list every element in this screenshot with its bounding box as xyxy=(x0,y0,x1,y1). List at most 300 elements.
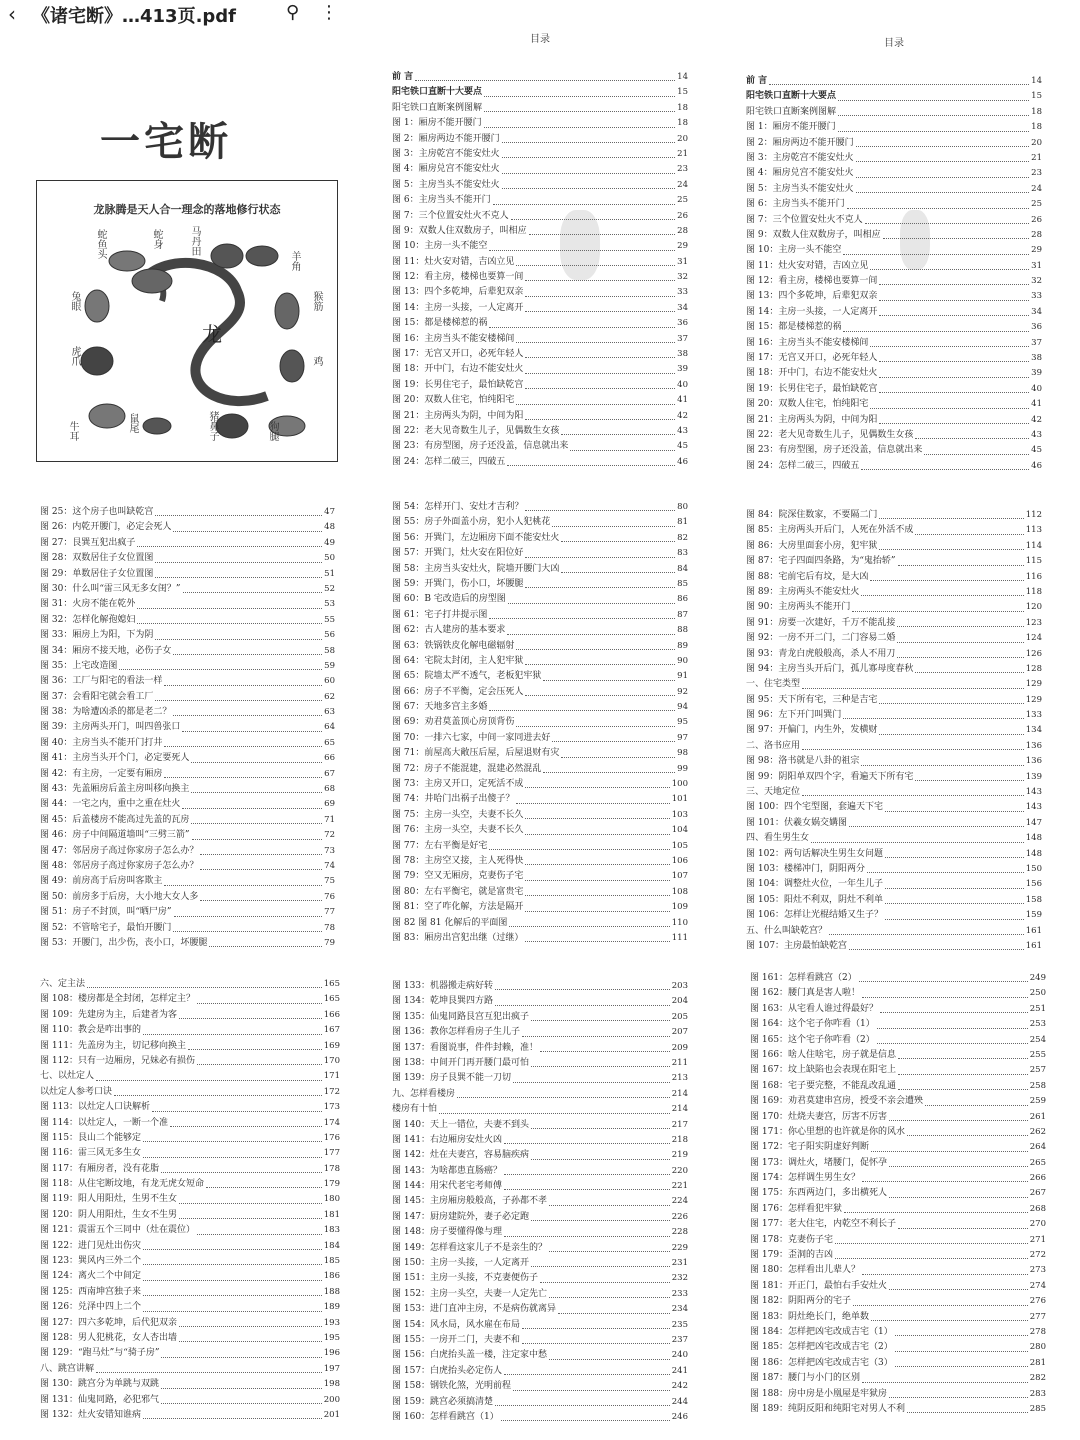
toc-entry[interactable] xyxy=(40,936,335,951)
toc-entry[interactable] xyxy=(750,1233,1046,1248)
toc-entry[interactable] xyxy=(40,597,335,612)
dot-leader xyxy=(561,541,675,542)
toc-entry[interactable] xyxy=(392,378,688,393)
toc-entry-label: 图 113：以灶定人口诀解析 xyxy=(40,1102,151,1113)
toc-entry[interactable] xyxy=(40,782,335,797)
toc-entry[interactable] xyxy=(392,285,688,300)
cover-title: 一宅断 xyxy=(100,118,232,165)
toc-entry[interactable] xyxy=(40,720,335,735)
dot-leader xyxy=(502,142,676,143)
toc-entry[interactable] xyxy=(750,1294,1046,1309)
toc-entry[interactable] xyxy=(392,931,688,946)
toc-entry[interactable] xyxy=(40,1177,340,1192)
toc-entry[interactable] xyxy=(750,1048,1046,1063)
toc-entry-label: 图 133：机器搬走病好转 xyxy=(392,980,494,991)
toc-entry-label: 图 131：仙鬼同路，必犯邪气 xyxy=(40,1394,160,1405)
dot-leader xyxy=(907,1412,1028,1413)
toc-entry[interactable] xyxy=(392,669,688,684)
toc-entry[interactable] xyxy=(746,570,1042,585)
toc-entry[interactable] xyxy=(392,393,688,408)
toc-entry[interactable] xyxy=(40,797,335,812)
toc-entry[interactable] xyxy=(750,1263,1046,1278)
toc-entry-page: 97 xyxy=(677,732,688,743)
toc-entry[interactable] xyxy=(40,977,340,992)
toc-entry-page: 264 xyxy=(1029,1142,1046,1153)
toc-entry[interactable] xyxy=(746,382,1042,397)
toc-entry-page: 185 xyxy=(323,1256,340,1267)
toc-entry[interactable] xyxy=(392,1364,688,1379)
toc-entry[interactable] xyxy=(746,197,1042,212)
toc-entry[interactable] xyxy=(392,1164,688,1179)
toc-entry[interactable] xyxy=(746,893,1042,908)
toc-entry[interactable] xyxy=(40,505,335,520)
toc-entry[interactable] xyxy=(40,1223,340,1238)
dot-leader xyxy=(525,864,669,865)
dot-leader xyxy=(561,434,675,435)
toc-entry[interactable] xyxy=(746,554,1042,569)
toc-entry[interactable] xyxy=(750,1310,1046,1325)
toc-entry[interactable] xyxy=(392,301,688,316)
toc-entry[interactable] xyxy=(746,459,1042,470)
toc-entry[interactable] xyxy=(40,1116,340,1131)
toc-entry[interactable] xyxy=(392,193,688,208)
toc-entry[interactable] xyxy=(750,1017,1046,1032)
toc-entry[interactable] xyxy=(750,1356,1046,1371)
toc-entry-label: 图 3：主房乾宫不能安灶火 xyxy=(392,148,500,159)
toc-entry-page: 45 xyxy=(677,441,688,452)
toc-entry[interactable] xyxy=(746,89,1042,104)
toc-entry[interactable] xyxy=(392,885,688,900)
toc-entry[interactable] xyxy=(750,1217,1046,1232)
dot-leader xyxy=(877,1028,1028,1029)
toc-entry[interactable] xyxy=(40,859,335,874)
toc-entry[interactable] xyxy=(392,639,688,654)
dot-leader xyxy=(870,408,1029,409)
toc-entry-page: 23 xyxy=(677,164,688,175)
zodiac-label: 兔眼 xyxy=(69,291,80,311)
dot-leader xyxy=(191,792,322,793)
toc-entry[interactable] xyxy=(40,1208,340,1223)
toc-entry-label: 图 115：艮山二个能够定 xyxy=(40,1132,142,1143)
toc-entry[interactable] xyxy=(392,1133,688,1148)
toc-entry[interactable] xyxy=(392,239,688,254)
toc-entry-page: 43 xyxy=(677,425,688,436)
toc-entry[interactable] xyxy=(40,1008,340,1023)
toc-entry[interactable] xyxy=(392,515,688,530)
toc-entry-page: 188 xyxy=(323,1286,340,1297)
toc-entry[interactable] xyxy=(746,151,1042,166)
toc-entry[interactable] xyxy=(750,1248,1046,1263)
toc-entry-page: 36 xyxy=(677,318,688,329)
toc-entry[interactable] xyxy=(392,1333,688,1348)
toc-entry[interactable] xyxy=(40,1239,340,1254)
dot-leader xyxy=(862,997,1028,998)
toc-entry-label: 图 145：主房厢房般般高，子孙都不孝 xyxy=(392,1196,548,1207)
toc-entry[interactable] xyxy=(750,1063,1046,1078)
toc-entry[interactable] xyxy=(392,347,688,362)
toc-entry[interactable] xyxy=(392,700,688,715)
toc-entry[interactable] xyxy=(392,1379,688,1394)
toc-entry[interactable] xyxy=(750,1140,1046,1155)
toc-entry[interactable] xyxy=(746,539,1042,554)
toc-entry[interactable] xyxy=(392,1118,688,1133)
toc-entry[interactable] xyxy=(746,739,1042,754)
toc-entry[interactable] xyxy=(746,228,1042,243)
toc-entry[interactable] xyxy=(40,1346,340,1361)
toc-entry[interactable] xyxy=(746,259,1042,274)
toc-entry[interactable] xyxy=(392,623,688,638)
toc-entry[interactable] xyxy=(40,582,335,597)
toc-entry[interactable] xyxy=(40,567,335,582)
toc-entry[interactable] xyxy=(40,751,335,766)
toc-entry[interactable] xyxy=(40,992,340,1007)
toc-entry[interactable] xyxy=(746,770,1042,785)
toc-entry[interactable] xyxy=(392,654,688,669)
toc-entry[interactable] xyxy=(40,1131,340,1146)
toc-entry-page: 165 xyxy=(323,994,340,1005)
toc-entry[interactable] xyxy=(392,979,688,994)
toc-entry[interactable] xyxy=(750,1094,1046,1109)
toc-entry[interactable] xyxy=(746,366,1042,381)
toc-entry[interactable] xyxy=(392,531,688,546)
toc-entry[interactable] xyxy=(392,270,688,285)
toc-entry[interactable] xyxy=(392,562,688,577)
toc-entry[interactable] xyxy=(746,908,1042,923)
toc-page-3 xyxy=(40,505,335,955)
dot-leader xyxy=(522,1328,670,1329)
toc-entry[interactable] xyxy=(746,708,1042,723)
toc-entry[interactable] xyxy=(750,1325,1046,1340)
toc-entry[interactable] xyxy=(40,1039,340,1054)
toc-entry[interactable] xyxy=(392,1287,688,1302)
toc-entry[interactable] xyxy=(40,1269,340,1284)
toc-entry[interactable] xyxy=(40,1023,340,1038)
toc-entry[interactable] xyxy=(746,523,1042,538)
toc-entry[interactable] xyxy=(392,869,688,884)
toc-entry[interactable] xyxy=(392,839,688,854)
toc-entry[interactable] xyxy=(392,70,688,85)
toc-entry[interactable] xyxy=(40,613,335,628)
toc-entry[interactable] xyxy=(746,305,1042,320)
dot-leader xyxy=(173,931,322,932)
toc-entry[interactable] xyxy=(392,316,688,331)
toc-entry[interactable] xyxy=(40,1162,340,1177)
toc-entry[interactable] xyxy=(746,413,1042,428)
toc-entry-label: 图 40：主房当头不能开门打井 xyxy=(40,737,163,748)
toc-entry[interactable] xyxy=(40,1146,340,1161)
toc-entry[interactable] xyxy=(746,647,1042,662)
toc-entry[interactable] xyxy=(392,1025,688,1040)
toc-entry-label: 七、以灶定人 xyxy=(40,1071,95,1082)
back-arrow-icon[interactable]: ‹ xyxy=(8,2,16,26)
toc-entry[interactable] xyxy=(392,424,688,439)
toc-entry[interactable] xyxy=(750,1279,1046,1294)
toc-entry[interactable] xyxy=(392,224,688,239)
toc-entry[interactable] xyxy=(392,823,688,838)
dot-leader xyxy=(525,818,669,819)
toc-entry-label: 图 10：主房一头不能空 xyxy=(746,245,842,256)
toc-entry[interactable] xyxy=(392,455,688,470)
toc-entry[interactable] xyxy=(40,690,335,705)
toc-entry-page: 226 xyxy=(671,1211,688,1222)
toc-entry[interactable] xyxy=(746,336,1042,351)
toc-entry[interactable] xyxy=(40,674,335,689)
toc-entry[interactable] xyxy=(746,939,1042,954)
toc-entry[interactable] xyxy=(392,1395,688,1410)
toc-entry[interactable] xyxy=(750,1402,1046,1417)
toc-entry[interactable] xyxy=(392,1041,688,1056)
toc-entry[interactable] xyxy=(392,1194,688,1209)
toc-entry[interactable] xyxy=(392,147,688,162)
toc-entry[interactable] xyxy=(392,916,688,931)
toc-entry[interactable] xyxy=(392,900,688,915)
toc-entry[interactable] xyxy=(40,628,335,643)
toc-entry[interactable] xyxy=(392,116,688,131)
dot-leader xyxy=(152,1111,322,1112)
toc-entry[interactable] xyxy=(746,120,1042,135)
toc-entry[interactable] xyxy=(392,1210,688,1225)
dot-leader xyxy=(502,173,676,174)
toc-entry[interactable] xyxy=(392,132,688,147)
toc-entry[interactable] xyxy=(746,289,1042,304)
toc-entry[interactable] xyxy=(392,1056,688,1071)
toc-entry-label: 图 182：阴阳两分的宅子 xyxy=(750,1296,852,1307)
toc-entry[interactable] xyxy=(392,777,688,792)
toc-entry[interactable] xyxy=(392,101,688,116)
toc-entry-page: 159 xyxy=(1025,910,1042,921)
toc-entry[interactable] xyxy=(40,1377,340,1392)
toc-entry-label: 图 9：双数人住双数房子，叫相应 xyxy=(392,225,527,236)
toc-entry[interactable] xyxy=(392,592,688,607)
toc-entry[interactable] xyxy=(392,1179,688,1194)
toc-entry[interactable] xyxy=(392,1241,688,1256)
toc-entry[interactable] xyxy=(392,1071,688,1086)
dot-leader xyxy=(525,296,675,297)
toc-entry[interactable] xyxy=(750,1125,1046,1140)
toc-entry[interactable] xyxy=(40,1362,340,1377)
toc-entry[interactable] xyxy=(746,428,1042,443)
toc-entry-label: 图 33：厢房上为阳，下为阴 xyxy=(40,630,154,641)
search-icon[interactable]: ⚲ xyxy=(286,2,300,23)
toc-entry-label: 图 52：不管啥宅子，最怕开腰门 xyxy=(40,922,172,933)
toc-entry[interactable] xyxy=(746,105,1042,120)
toc-entry[interactable] xyxy=(392,808,688,823)
toc-entry-label: 图 173：调灶火，堵腰门，促怀孕 xyxy=(750,1157,888,1168)
toc-entry[interactable] xyxy=(40,536,335,551)
toc-entry[interactable] xyxy=(392,608,688,623)
toc-entry[interactable] xyxy=(750,1110,1046,1125)
toc-entry[interactable] xyxy=(746,862,1042,877)
toc-entry[interactable] xyxy=(746,816,1042,831)
toc-entry[interactable] xyxy=(746,754,1042,769)
toc-entry[interactable] xyxy=(746,600,1042,615)
dot-leader xyxy=(522,1036,670,1037)
toc-entry[interactable] xyxy=(750,1156,1046,1171)
toc-entry[interactable] xyxy=(392,255,688,270)
toc-entry-label: 图 101：伏羲女娲交媾图 xyxy=(746,817,848,828)
toc-entry[interactable] xyxy=(746,877,1042,892)
toc-entry[interactable] xyxy=(40,844,335,859)
toc-entry[interactable] xyxy=(40,1085,340,1100)
toc-entry[interactable] xyxy=(392,577,688,592)
toc-entry[interactable] xyxy=(750,1340,1046,1355)
toc-entry[interactable] xyxy=(40,905,335,920)
toc-entry[interactable] xyxy=(746,136,1042,151)
toc-entry[interactable] xyxy=(392,332,688,347)
toc-entry[interactable] xyxy=(746,74,1042,89)
toc-entry[interactable] xyxy=(392,731,688,746)
dot-leader xyxy=(87,987,322,988)
toc-entry[interactable] xyxy=(392,1010,688,1025)
toc-entry-page: 63 xyxy=(324,707,335,718)
toc-entry[interactable] xyxy=(746,508,1042,523)
toc-entry-page: 88 xyxy=(677,625,688,636)
toc-entry[interactable] xyxy=(750,1033,1046,1048)
toc-entry[interactable] xyxy=(750,1202,1046,1217)
toc-entry[interactable] xyxy=(746,662,1042,677)
toc-entry-page: 276 xyxy=(1029,1296,1046,1307)
toc-entry[interactable] xyxy=(40,1408,340,1423)
toc-entry[interactable] xyxy=(392,1148,688,1163)
toc-entry[interactable] xyxy=(40,705,335,720)
dot-leader xyxy=(155,700,322,701)
toc-entry[interactable] xyxy=(40,767,335,782)
toc-entry[interactable] xyxy=(40,520,335,535)
toc-entry[interactable] xyxy=(392,1302,688,1317)
dot-leader xyxy=(885,903,1024,904)
toc-entry[interactable] xyxy=(392,1087,688,1102)
toc-entry[interactable] xyxy=(746,693,1042,708)
toc-entry-label: 图 89：主房两头不能安灶火 xyxy=(746,586,860,597)
toc-entry[interactable] xyxy=(750,1002,1046,1017)
toc-entry[interactable] xyxy=(392,792,688,807)
toc-entry[interactable] xyxy=(40,1300,340,1315)
dot-leader xyxy=(525,557,675,558)
toc-entry[interactable] xyxy=(40,1316,340,1331)
toc-entry[interactable] xyxy=(40,1100,340,1115)
toc-entry[interactable] xyxy=(746,213,1042,228)
toc-entry-page: 126 xyxy=(1025,648,1042,659)
toc-entry[interactable] xyxy=(392,762,688,777)
dot-leader xyxy=(525,911,669,912)
toc-entry[interactable] xyxy=(746,631,1042,646)
toc-entry[interactable] xyxy=(392,994,688,1009)
toc-entry[interactable] xyxy=(40,921,335,936)
toc-entry[interactable] xyxy=(392,1318,688,1333)
toc-entry[interactable] xyxy=(750,1387,1046,1402)
toc-entry-label: 图 102：两句话解决生男生女问题 xyxy=(746,848,884,859)
toc-entry[interactable] xyxy=(392,1410,688,1425)
toc-entry[interactable] xyxy=(392,362,688,377)
toc-entry[interactable] xyxy=(746,677,1042,692)
toc-entry[interactable] xyxy=(750,986,1046,1001)
toc-entry-page: 166 xyxy=(323,1009,340,1020)
toc-entry[interactable] xyxy=(746,397,1042,412)
toc-entry-label: 图 150：主房一头接，一人定离开 xyxy=(392,1258,530,1269)
toc-entry[interactable] xyxy=(392,1102,688,1117)
toc-entry[interactable] xyxy=(746,274,1042,289)
dot-leader xyxy=(143,1280,322,1281)
toc-entry-label: 图 170：灶烧夫妻宫，厉害不厉害 xyxy=(750,1111,888,1122)
toc-entry-page: 24 xyxy=(1031,183,1042,194)
toc-entry-page: 23 xyxy=(1031,168,1042,179)
toc-entry[interactable] xyxy=(40,1285,340,1300)
toc-entry[interactable] xyxy=(392,854,688,869)
toc-entry[interactable] xyxy=(746,847,1042,862)
toc-entry-label: 二、洛书应用 xyxy=(746,740,801,751)
toc-entry[interactable] xyxy=(746,723,1042,738)
toc-entry[interactable] xyxy=(746,785,1042,800)
toc-entry[interactable] xyxy=(750,971,1046,986)
toc-entry-label: 图 79：空又无厢房，克妻伤子宅 xyxy=(392,871,524,882)
toc-entry[interactable] xyxy=(746,831,1042,846)
toc-entry[interactable] xyxy=(746,800,1042,815)
toc-entry[interactable] xyxy=(750,1079,1046,1094)
toc-entry[interactable] xyxy=(40,828,335,843)
toc-entry[interactable] xyxy=(40,890,335,905)
toc-entry[interactable] xyxy=(392,1225,688,1240)
toc-entry-page: 221 xyxy=(671,1181,688,1192)
toc-entry[interactable] xyxy=(40,1054,340,1069)
toc-entry[interactable] xyxy=(750,1171,1046,1186)
toc-entry[interactable] xyxy=(392,746,688,761)
more-options-icon[interactable]: ⋮ xyxy=(320,2,338,23)
toc-entry[interactable] xyxy=(392,1348,688,1363)
toc-entry[interactable] xyxy=(392,162,688,177)
toc-entry[interactable] xyxy=(392,715,688,730)
toc-entry-page: 51 xyxy=(324,568,335,579)
toc-entry[interactable] xyxy=(746,585,1042,600)
toc-entry[interactable] xyxy=(40,1393,340,1408)
toc-entry[interactable] xyxy=(392,209,688,224)
toc-entry[interactable] xyxy=(392,500,688,515)
toc-entry[interactable] xyxy=(750,1371,1046,1386)
toc-entry[interactable] xyxy=(40,644,335,659)
toc-entry[interactable] xyxy=(40,659,335,674)
toc-entry[interactable] xyxy=(40,1069,340,1084)
toc-entry[interactable] xyxy=(746,166,1042,181)
toc-entry[interactable] xyxy=(392,85,688,100)
toc-entry-label: 图 132：灶火安错知谁病 xyxy=(40,1409,142,1420)
toc-entry[interactable] xyxy=(40,874,335,889)
toc-entry[interactable] xyxy=(746,924,1042,939)
toc-entry[interactable] xyxy=(392,1271,688,1286)
toc-entry[interactable] xyxy=(392,685,688,700)
toc-entry[interactable] xyxy=(746,616,1042,631)
toc-entry[interactable] xyxy=(392,439,688,454)
toc-entry[interactable] xyxy=(746,320,1042,335)
toc-entry[interactable] xyxy=(40,813,335,828)
toc-entry[interactable] xyxy=(746,182,1042,197)
toc-entry-page: 24 xyxy=(677,179,688,190)
toc-entry[interactable] xyxy=(750,1186,1046,1201)
toc-entry[interactable] xyxy=(40,1331,340,1346)
toc-entry-label: 图 35：上宅改造图 xyxy=(40,660,118,671)
toc-entry[interactable] xyxy=(746,351,1042,366)
zodiac-label: 鼠尾 xyxy=(127,413,138,433)
toc-entry[interactable] xyxy=(40,736,335,751)
toc-entry[interactable] xyxy=(392,1256,688,1271)
toc-entry[interactable] xyxy=(746,243,1042,258)
toc-entry[interactable] xyxy=(40,1192,340,1207)
toc-entry[interactable] xyxy=(392,409,688,424)
toc-entry[interactable] xyxy=(40,551,335,566)
toc-entry[interactable] xyxy=(392,546,688,561)
toc-entry-label: 图 1：厢房不能开腰门 xyxy=(392,118,482,129)
toc-entry[interactable] xyxy=(40,1254,340,1269)
toc-entry[interactable] xyxy=(746,443,1042,458)
toc-entry[interactable] xyxy=(392,178,688,193)
